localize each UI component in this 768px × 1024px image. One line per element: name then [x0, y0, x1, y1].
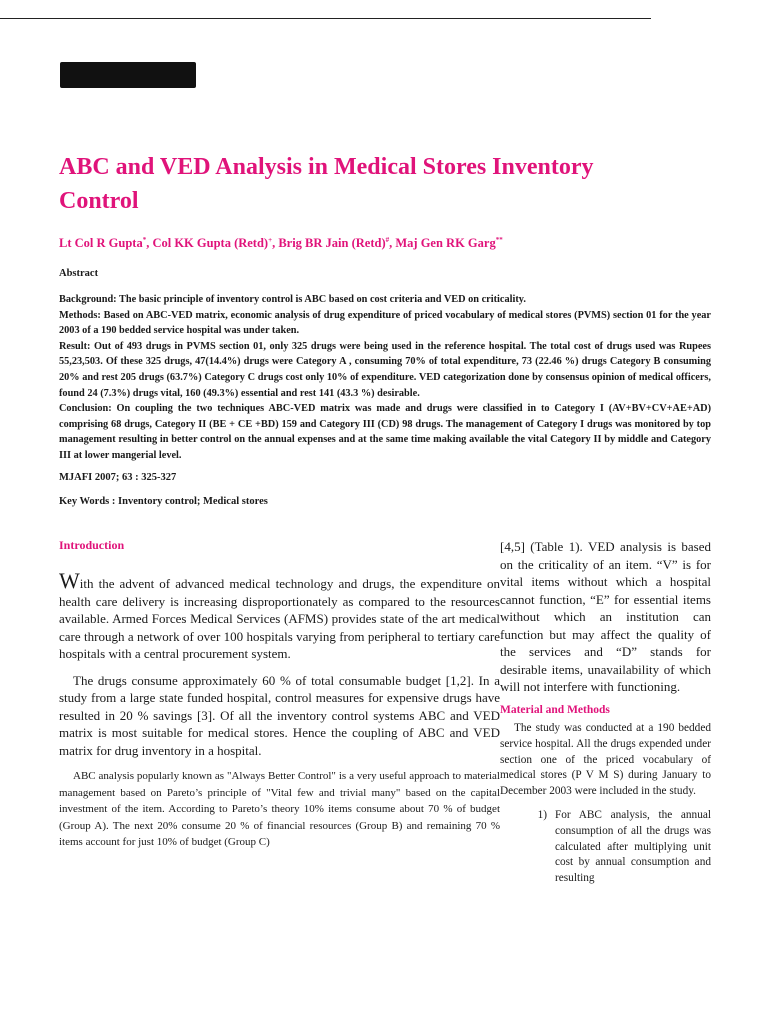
author-list: Lt Col R Gupta*, Col KK Gupta (Retd)+, Brig BR Jain (Retd)#, Maj Gen RK Garg** — [59, 236, 503, 251]
abstract-conclusion: Conclusion: On coupling the two techniques ABC-VED matrix was made and drugs were classified in to Category I (AV+BV+CV+AE+AD) comprising 68 drugs, Category II (BE + CE +BD) 159 and Category III (CD) 98 drugs. The management of Category I drugs was monitored by top management resulting in better control on the annual expenses and at the same time making available the vital Category II by middle and Category III at lower mangerial level. — [59, 403, 711, 461]
author-mark: ** — [495, 236, 503, 244]
introduction-heading: Introduction — [59, 538, 125, 552]
section-label-bar — [60, 62, 196, 88]
intro-paragraph-2: The drugs consume approximately 60 % of total consumable budget [1,2]. In a study from a large state funded hospital, control measures for expensive drugs have resulted in 20 % savings [3]. Of all the inventory control systems ABC and VED matrix is most suitable for medical stores. Hence the coupling of ABC and VED matrix for drug inventory in a hospital. — [59, 672, 500, 758]
abstract-background: Background: The basic principle of inventory control is ABC based on cost criteria and VED on criticality. — [59, 294, 526, 305]
author-name: Lt Col R Gupta — [59, 236, 143, 251]
list-text: For ABC analysis, the annual consumption of all the drugs was calculated after multiplying unit cost by annual consumption and resulting — [555, 808, 711, 885]
intro-paragraph-1 — [59, 568, 500, 663]
abstract-result: Result: Out of 493 drugs in PVMS section 01, only 325 drugs were being used in the reference hospital. The total cost of drugs used was Rupees 55,23,503. Of these 325 drugs, 47(14.4%) drugs were Category A , consuming 70% of total expenditure, 73 (22.46 %) drugs Category B consuming 20% and rest 205 drugs (63.7%) Category C drugs cost only 10% of expenditure. VED categorization done by consensus opinion of medical officers, found 24 (7.3%) drugs vital, 160 (49.3%) essential and rest 141 (43.3 %) desirable. — [59, 340, 711, 399]
list-item — [500, 808, 711, 887]
drop-cap: W — [59, 568, 80, 593]
abstract-methods: Methods: Based on ABC-VED matrix, economic analysis of drug expenditure of priced vocabulary of medical stores (PVMS) section 01 for the year 2003 of a 190 bedded service hospital was under taken. — [59, 309, 711, 337]
keywords: Key Words : Inventory control; Medical stores — [59, 496, 268, 507]
ved-paragraph: [4,5] (Table 1). VED analysis is based on the criticality of an item. “V” is for vital items without which a hospital cannot function, “E” for essential items without which an institution can function but may affect the quality of the services and “D” stands for desirable items, unavailability of which will not interfere with functioning. — [500, 539, 711, 694]
abstract-heading: Abstract — [59, 268, 99, 279]
intro-paragraph-3: ABC analysis popularly known as "Always Better Control" is a very useful approach to material management based on Pareto’s principle of "Vital few and trivial many" based on the capital investment of the item. According to Pareto’s theory 10% items consume about 70 % of budget (Group A). The next 20% consume 20 % of financial resources (Group B) and remaining 70 % items account for just 10% of budget (Group C) — [59, 770, 500, 848]
author-name: Maj Gen RK Garg — [395, 236, 496, 251]
list-number: 1) — [537, 808, 547, 821]
intro-paragraph-1-text: ith the advent of advanced medical technology and drugs, the expenditure on health care delivery is increasing disproportionately as compared to the resources available. Armed Forces Medical Services (AFMS) provides state of the art medical care through a network of over 100 hospitals varying from peripheral to tertiary care hospitals with a central procurement system. — [59, 576, 500, 661]
author-mark: # — [385, 236, 390, 244]
author-name: Col KK Gupta (Retd) — [152, 236, 269, 251]
left-column — [59, 568, 500, 860]
author-mark: + — [268, 236, 273, 244]
author-name: Brig BR Jain (Retd) — [278, 236, 386, 251]
right-column — [500, 538, 711, 887]
author-mark: * — [142, 236, 147, 244]
methods-paragraph: The study was conducted at a 190 bedded service hospital. All the drugs expended under section one of the priced vocabulary of medical stores (P V M S) during January to December 2003 were included in the study. — [500, 722, 711, 798]
abstract-body — [59, 292, 711, 464]
top-rule — [0, 18, 651, 19]
journal-reference: MJAFI 2007; 63 : 325-327 — [59, 472, 177, 483]
methods-heading: Material and Methods — [500, 703, 610, 716]
article-title: ABC and VED Analysis in Medical Stores Inventory Control — [59, 154, 594, 214]
